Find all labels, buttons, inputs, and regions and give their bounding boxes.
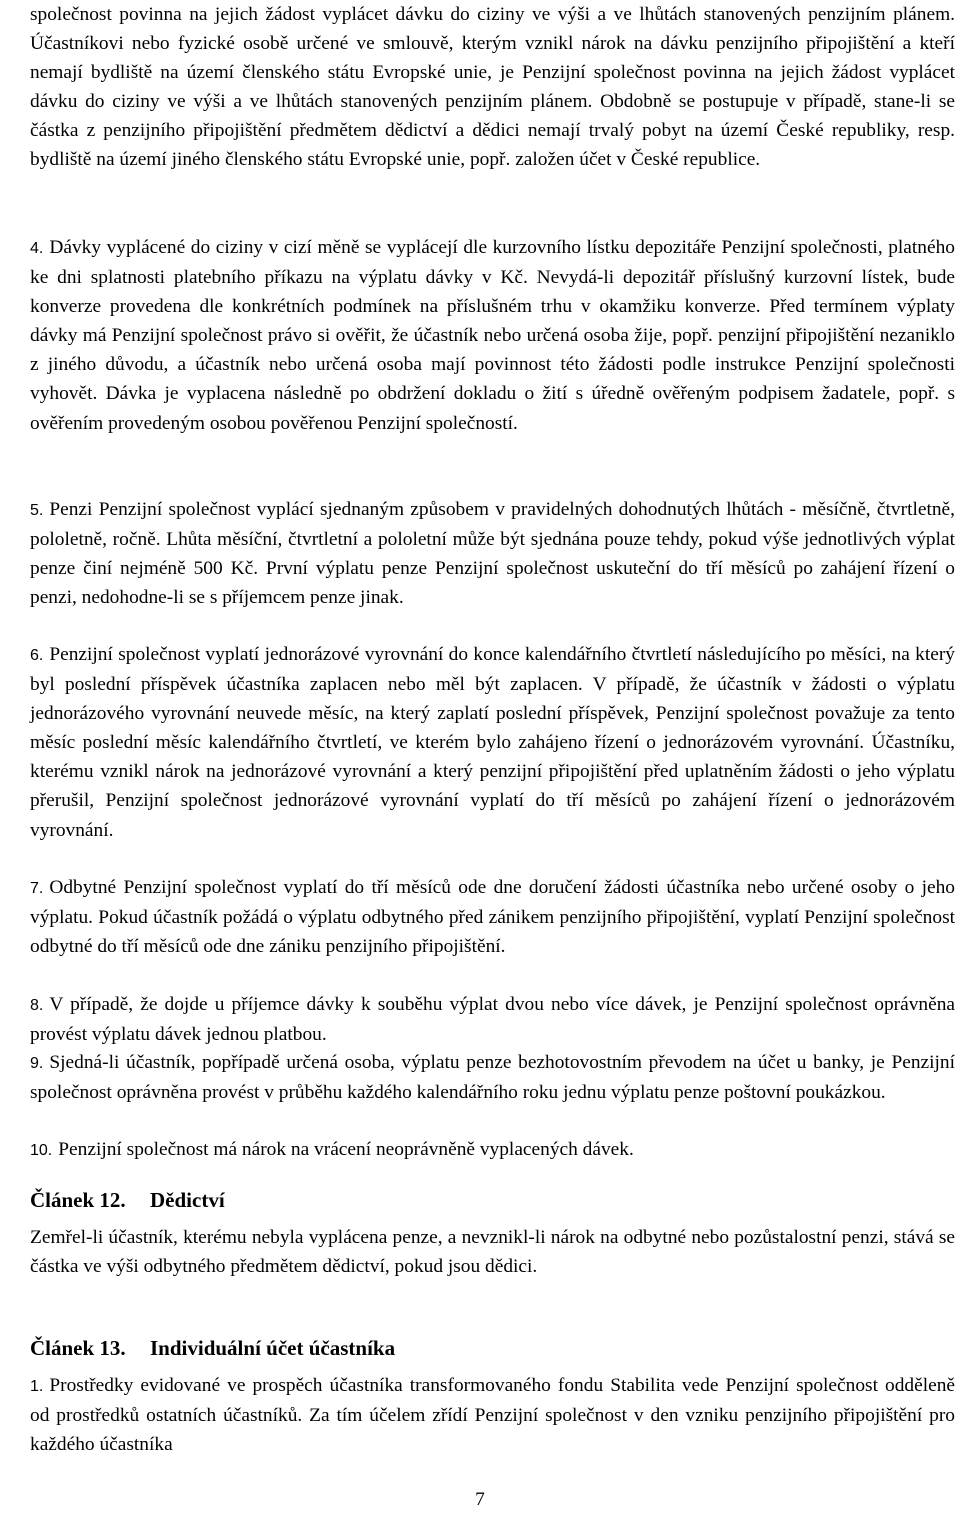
article-12-body: [30, 1223, 955, 1281]
list-item-7: [30, 873, 955, 961]
article-12-heading: [30, 1186, 225, 1215]
list-item-6: [30, 640, 955, 845]
list-item-9: [30, 1048, 955, 1107]
continued-paragraph: [30, 0, 955, 175]
item-text: Penzi Penzijní společnost vyplácí sjednaným způsobem v pravidelných dohodnutých lhůtách - měsíčně, čtvrtletně, pololetně, ročně. Lhůta měsíční, čtvrtletní a pololetní může být sjednána pouze tehdy, pokud výše jednotlivých výplat penze činí nejméně 500 Kč. První výplatu penze Penzijní společnost uskuteční do tří měsíců po zahájení řízení o penzi, nedohodne-li se s příjemcem penze jinak.: [30, 499, 955, 609]
item-number: 7.: [30, 880, 44, 897]
item-number: 8.: [30, 997, 44, 1014]
article-title: Individuální účet účastníka: [150, 1336, 396, 1360]
item-text: Penzijní společnost vyplatí jednorázové vyrovnání do konce kalendářního čtvrtletí následujícího po měsíci, na který byl poslední příspěvek účastníka zaplacen nebo měl být zaplacen. V případě, že účastník v žádosti o výplatu jednorázového vyrovnání neuvede měsíc, na který zaplatí poslední příspěvek, Penzijní společnost považuje za tento měsíc poslední měsíc kalendářního čtvrtletí, ve kterém bylo zahájeno řízení o jednorázovém vyrovnání. Účastníku, kterému vznikl nárok na jednorázové vyrovnání a který penzijní připojištění před uplatněním žádosti o jeho výplatu přerušil, Penzijní společnost jednorázové vyrovnání vyplatí do tří měsíců po zahájení řízení o jednorázovém vyrovnání.: [30, 644, 955, 841]
item-text: Penzijní společnost má nárok na vrácení neoprávněně vyplacených dávek.: [58, 1139, 634, 1160]
paragraph-text: společnost povinna na jejich žádost vyplácet dávku do ciziny ve výši a ve lhůtách stanovených penzijním plánem. Účastníkovi nebo fyzické osobě určené ve smlouvě, kterým vznikl nárok na dávku penzijního připojištění a kteří nemají bydliště na území členského státu Evropské unie, je Penzijní společnost povinna na jejich žádost vyplácet dávku do ciziny ve výši a ve lhůtách stanovených penzijním plánem. Obdobně se postupuje v případě, stane-li se částka z penzijního připojištění předmětem dědictví a dědici nemají trvalý pobyt na území České republiky, resp. bydliště na území jiného členského státu Evropské unie, popř. založen účet v České republice.: [30, 4, 955, 171]
list-item-8: [30, 990, 955, 1049]
item-text: Odbytné Penzijní společnost vyplatí do tří měsíců ode dne doručení žádosti účastníka nebo určené osoby o jeho výplatu. Pokud účastník požádá o výplatu odbytného před zánikem penzijního připojištění, vyplatí Penzijní společnost odbytné do tří měsíců ode dne zániku penzijního připojištění.: [30, 877, 955, 958]
item-text: V případě, že dojde u příjemce dávky k souběhu výplat dvou nebo více dávek, je Penzijní společnost oprávněna provést výplatu dávek jednou platbou.: [30, 994, 955, 1046]
list-item-4: [30, 233, 955, 438]
item-number: 10.: [30, 1142, 53, 1159]
article-number: Článek 12.: [30, 1188, 126, 1212]
article-13-item-1: [30, 1371, 955, 1459]
item-number: 5.: [30, 502, 44, 519]
article-number: Článek 13.: [30, 1336, 126, 1360]
article-13-heading: [30, 1334, 395, 1363]
item-text: Prostředky evidované ve prospěch účastníka transformovaného fondu Stabilita vede Penzijní společnost odděleně od prostředků ostatních účastníků. Za tím účelem zřídí Penzijní společnost v den vzniku penzijního připojištění pro každého účastníka: [30, 1375, 955, 1456]
paragraph-text: Zemřel-li účastník, kterému nebyla vyplácena penze, a nevznikl-li nárok na odbytné nebo pozůstalostní penzi, stává se částka ve výši odbytného předmětem dědictví, pokud jsou dědici.: [30, 1227, 955, 1278]
list-item-10: [30, 1135, 955, 1165]
list-item-5: [30, 495, 955, 612]
page-number: 7: [475, 1489, 485, 1510]
item-number: 6.: [30, 647, 44, 664]
item-number: 4.: [30, 240, 44, 257]
item-text: Sjedná-li účastník, popřípadě určená osoba, výplatu penze bezhotovostním převodem na účet u banky, je Penzijní společnost oprávněna provést v průběhu každého kalendářního roku jednu výplatu penze poštovní poukázkou.: [30, 1052, 955, 1104]
item-number: 1.: [30, 1378, 44, 1395]
item-text: Dávky vyplácené do ciziny v cizí měně se vyplácejí dle kurzovního lístku depozitáře Penzijní společnosti, platného ke dni splatnosti platebního příkazu na výplatu dávky v Kč. Nevydá-li depozitář příslušný kurzovní lístek, bude konverze provedena dle konkrétních podmínek na příslušném trhu v okamžiku konverze. Před termínem výplaty dávky má Penzijní společnost právo si ověřit, že účastník nebo určená osoba žije, popř. penzijní připojištění nezaniklo z jiného důvodu, a účastník nebo určená osoba mají povinnost této žádosti podle instrukce Penzijní společnosti vyhovět. Dávka je vyplacena následně po obdržení dokladu o žití s úředně ověřeným podpisem žadatele, popř. s ověřením provedeným osobou pověřenou Penzijní společností.: [30, 237, 955, 434]
item-number: 9.: [30, 1055, 44, 1072]
article-title: Dědictví: [150, 1188, 225, 1212]
